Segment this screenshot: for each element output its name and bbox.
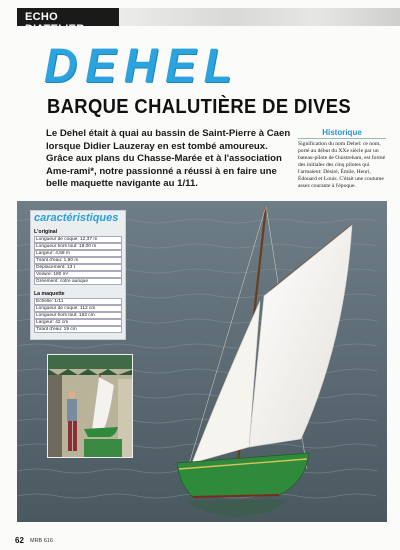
- inset-photo: [47, 354, 133, 458]
- intro-paragraph: Le Dehel était à quai au bassin de Saint-Pierre à Caen lorsque Didier Lauzeray en est tombé amoureux. Grâce aux plans du Chasse-Marée et à l'association Ame-rami*, notre passionné a réussi à en faire une belle maquette navigante au 1/11.: [46, 128, 291, 190]
- banner-stripe: [119, 8, 400, 26]
- page-number: 62: [15, 536, 24, 545]
- historique-title: Historique: [298, 128, 386, 139]
- maquette-label: La maquette: [34, 291, 65, 297]
- workshop-photo-illustration: [48, 355, 133, 458]
- original-row: Longueur hors tout: 18,00 m: [34, 243, 122, 250]
- headline-subtitle: BARQUE CHALUTIÈRE DE DIVES: [47, 96, 352, 118]
- caracteristiques-title: caractéristiques: [34, 212, 119, 224]
- original-row: Tirant d'eau: 1,80 m: [34, 257, 122, 264]
- headline-title: DEHEL: [44, 37, 240, 93]
- maquette-row: Largeur: 42 cm: [34, 319, 122, 326]
- maquette-row: Longueur de coque: 112 cm: [34, 305, 122, 312]
- historique-text: Signification du nom Dehel: ce nom, porté au début du XXe siècle par un bateau-pilote de Ouistreham, est formé des initiales des cinq pilotes qui l'armaient: Désiré, Émile, Henri, Édouard et Louis. C'était une coutume assez courante à l'époque.: [298, 141, 386, 189]
- maquette-row: Longueur hors tout: 163 cm: [34, 312, 122, 319]
- original-row: Gréement: cotre aurique: [34, 278, 122, 285]
- maquette-row: Tirant d'eau: 19 cm: [34, 326, 122, 333]
- original-row: Longueur de coque: 12,37 m: [34, 236, 122, 243]
- magazine-issue: MRB 616: [30, 538, 53, 544]
- original-row: Voilure: 180 m²: [34, 271, 122, 278]
- original-label: L'original: [34, 229, 58, 235]
- historique-sidebar: [298, 128, 386, 190]
- caracteristiques-panel: [30, 210, 126, 340]
- maquette-row: Échelle: 1/11: [34, 298, 122, 305]
- original-row: Déplacement: 13 t: [34, 264, 122, 271]
- section-label: ECHO D'ATELIER: [25, 11, 85, 35]
- section-tab: [17, 8, 119, 35]
- section-banner: [0, 8, 400, 35]
- original-row: Largeur: 4,58 m: [34, 250, 122, 257]
